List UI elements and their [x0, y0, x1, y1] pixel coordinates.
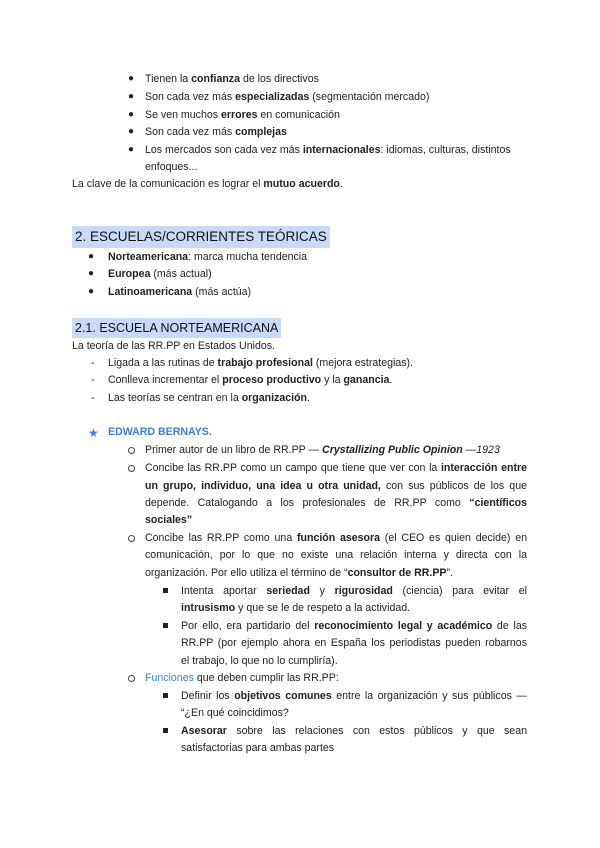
bold-text: un grupo, individuo, una idea u otra unidad, [145, 480, 381, 492]
text: (el CEO es quien decide) en [380, 532, 527, 544]
square-bullet-icon [163, 588, 168, 593]
list-item-line: satisfactorias para ambas partes [181, 742, 335, 754]
text: : idiomas, culturas, distintos [380, 144, 511, 156]
list-item-line [181, 582, 527, 600]
bullet-icon: ● [88, 286, 95, 297]
list-item-line [145, 494, 527, 512]
text: Primer autor de un libro de RR.PP — [145, 444, 323, 456]
text: Conlleva incrementar el [108, 374, 223, 386]
text: . [389, 374, 393, 386]
dash-icon: - [91, 392, 95, 404]
bold-text: ganancia [343, 374, 390, 386]
bold-text: función asesora [296, 532, 381, 544]
text: que deben cumplir las RR.PP: [193, 672, 339, 684]
text: Concibe las RR.PP como un campo que tiene que ver con la [145, 462, 441, 474]
section-heading: 2. ESCUELAS/CORRIENTES TEÓRICAS [72, 226, 330, 248]
list-item-line: RR.PP (por ejemplo ahora en España los periodistas pueden robarnos [181, 637, 527, 649]
text: (más actual) [150, 268, 212, 280]
square-bullet-icon [163, 728, 168, 733]
list-item-line [145, 511, 192, 529]
list-item-line [145, 529, 527, 547]
list-item [145, 106, 340, 124]
bold-text: intrusismo [181, 602, 236, 614]
bullet-icon: ● [128, 144, 135, 155]
bullet-icon: ● [128, 126, 135, 137]
text: La clave de la comunicación es lograr el [72, 178, 264, 190]
book-title: Crystallizing Public Opinion [322, 444, 463, 456]
text: y [309, 585, 335, 597]
paragraph: La teoría de las RR.PP en Estados Unidos. [72, 340, 275, 352]
bold-text: Asesorar [181, 725, 227, 737]
list-item-line [181, 617, 527, 635]
list-item [145, 88, 429, 106]
subsection-heading: 2.1. ESCUELA NORTEAMERICANA [72, 318, 281, 338]
bullet-icon: ● [128, 73, 135, 84]
text: Son cada vez más [145, 91, 236, 103]
list-item [145, 141, 511, 159]
text: sobre las relaciones con estos públicos y que sean [226, 725, 527, 737]
circle-bullet-icon [128, 465, 135, 472]
list-item-line [145, 459, 527, 477]
text: organización. Por ello utiliza el término de “ [145, 567, 348, 579]
bold-text: proceso productivo [222, 374, 322, 386]
list-item-line [181, 722, 527, 740]
list-item [145, 441, 500, 459]
bold-text: Europea [108, 268, 151, 280]
list-item [108, 371, 392, 389]
bullet-icon: ● [88, 251, 95, 262]
list-item [145, 669, 339, 687]
list-item [108, 248, 307, 266]
text: : marca mucha tendencia [188, 251, 308, 263]
text: . [339, 178, 343, 190]
list-item-line: el trabajo, lo que no lo cumpliría). [181, 655, 338, 667]
bullet-icon: ● [128, 91, 135, 102]
bold-text: complejas [235, 126, 287, 138]
text: . [307, 392, 310, 404]
text: (ciencia) para evitar el [392, 585, 527, 597]
list-item [108, 265, 212, 283]
bernays-heading: EDWARD BERNAYS. [108, 426, 212, 438]
text: depende. Catalogando a los profesionales de RR.PP como [145, 497, 470, 509]
italic-text: —1923 [462, 444, 500, 456]
list-item [108, 354, 413, 372]
circle-bullet-icon [128, 675, 135, 682]
list-item-line [145, 477, 527, 495]
bold-text: seriedad [266, 585, 310, 597]
list-item-line [181, 599, 410, 617]
circle-bullet-icon [128, 447, 135, 454]
bullet-icon: ● [88, 268, 95, 279]
functions-label: Funciones [145, 672, 194, 684]
text: Los mercados son cada vez más [145, 144, 303, 156]
text: Definir los [181, 690, 235, 702]
text: ”. [446, 567, 453, 579]
bold-text: trabajo profesional [217, 357, 313, 369]
list-item-line: comunicación, por lo que no existe una relación interna y directa con la [145, 549, 527, 561]
text: Tienen la [145, 73, 192, 85]
text: Son cada vez más [145, 126, 236, 138]
square-bullet-icon [163, 693, 168, 698]
text: (mejora estrategias). [312, 357, 413, 369]
text: entre la organización y sus públicos — [331, 690, 527, 702]
text: Ligada a las rutinas de [108, 357, 218, 369]
text: de los directivos [240, 73, 319, 85]
bold-text: especializadas [235, 91, 310, 103]
bold-text: interacción entre [440, 462, 528, 474]
list-item-line [145, 564, 453, 582]
list-item [108, 283, 251, 301]
square-bullet-icon [163, 623, 168, 628]
list-item-line [181, 687, 527, 705]
text: con sus públicos de los que [380, 480, 527, 492]
text: Las teorías se centran en la [108, 392, 242, 404]
text: Intenta aportar [181, 585, 267, 597]
bold-text: rigurosidad [334, 585, 393, 597]
bold-text: objetivos comunes [234, 690, 332, 702]
text: (segmentación mercado) [309, 91, 430, 103]
text: Se ven muchos [145, 109, 221, 121]
text: y la [321, 374, 344, 386]
dash-icon: - [91, 374, 95, 386]
list-item [145, 70, 319, 88]
bold-text: “científicos [469, 497, 527, 509]
list-item [145, 123, 287, 141]
bold-text: reconocimiento legal y académico [314, 620, 493, 632]
list-item-continuation: enfoques... [145, 161, 198, 173]
list-item-line: “¿En qué coincidimos? [181, 707, 289, 719]
bold-text: sociales” [145, 514, 193, 526]
bold-text: Latinoamericana [108, 286, 193, 298]
bold-text: errores [220, 109, 258, 121]
circle-bullet-icon [128, 535, 135, 542]
text: y que se le de respeto a la actividad. [235, 602, 411, 614]
text: Por ello, era partidario del [181, 620, 315, 632]
dash-icon: - [91, 357, 95, 369]
bold-text: Norteamericana [108, 251, 189, 263]
bold-text: internacionales [302, 144, 381, 156]
bold-text: organización [241, 392, 308, 404]
bold-text: consultor de RR.PP [347, 567, 447, 579]
text: (más actúa) [192, 286, 252, 298]
text: en comunicación [257, 109, 340, 121]
key-sentence [72, 175, 343, 193]
list-item [108, 389, 310, 407]
text: Concibe las RR.PP como una [145, 532, 297, 544]
bullet-icon: ● [128, 109, 135, 120]
bold-text: mutuo acuerdo [263, 178, 340, 190]
bold-text: confianza [191, 73, 240, 85]
star-icon: ★ [88, 426, 99, 440]
text: de las [492, 620, 528, 632]
